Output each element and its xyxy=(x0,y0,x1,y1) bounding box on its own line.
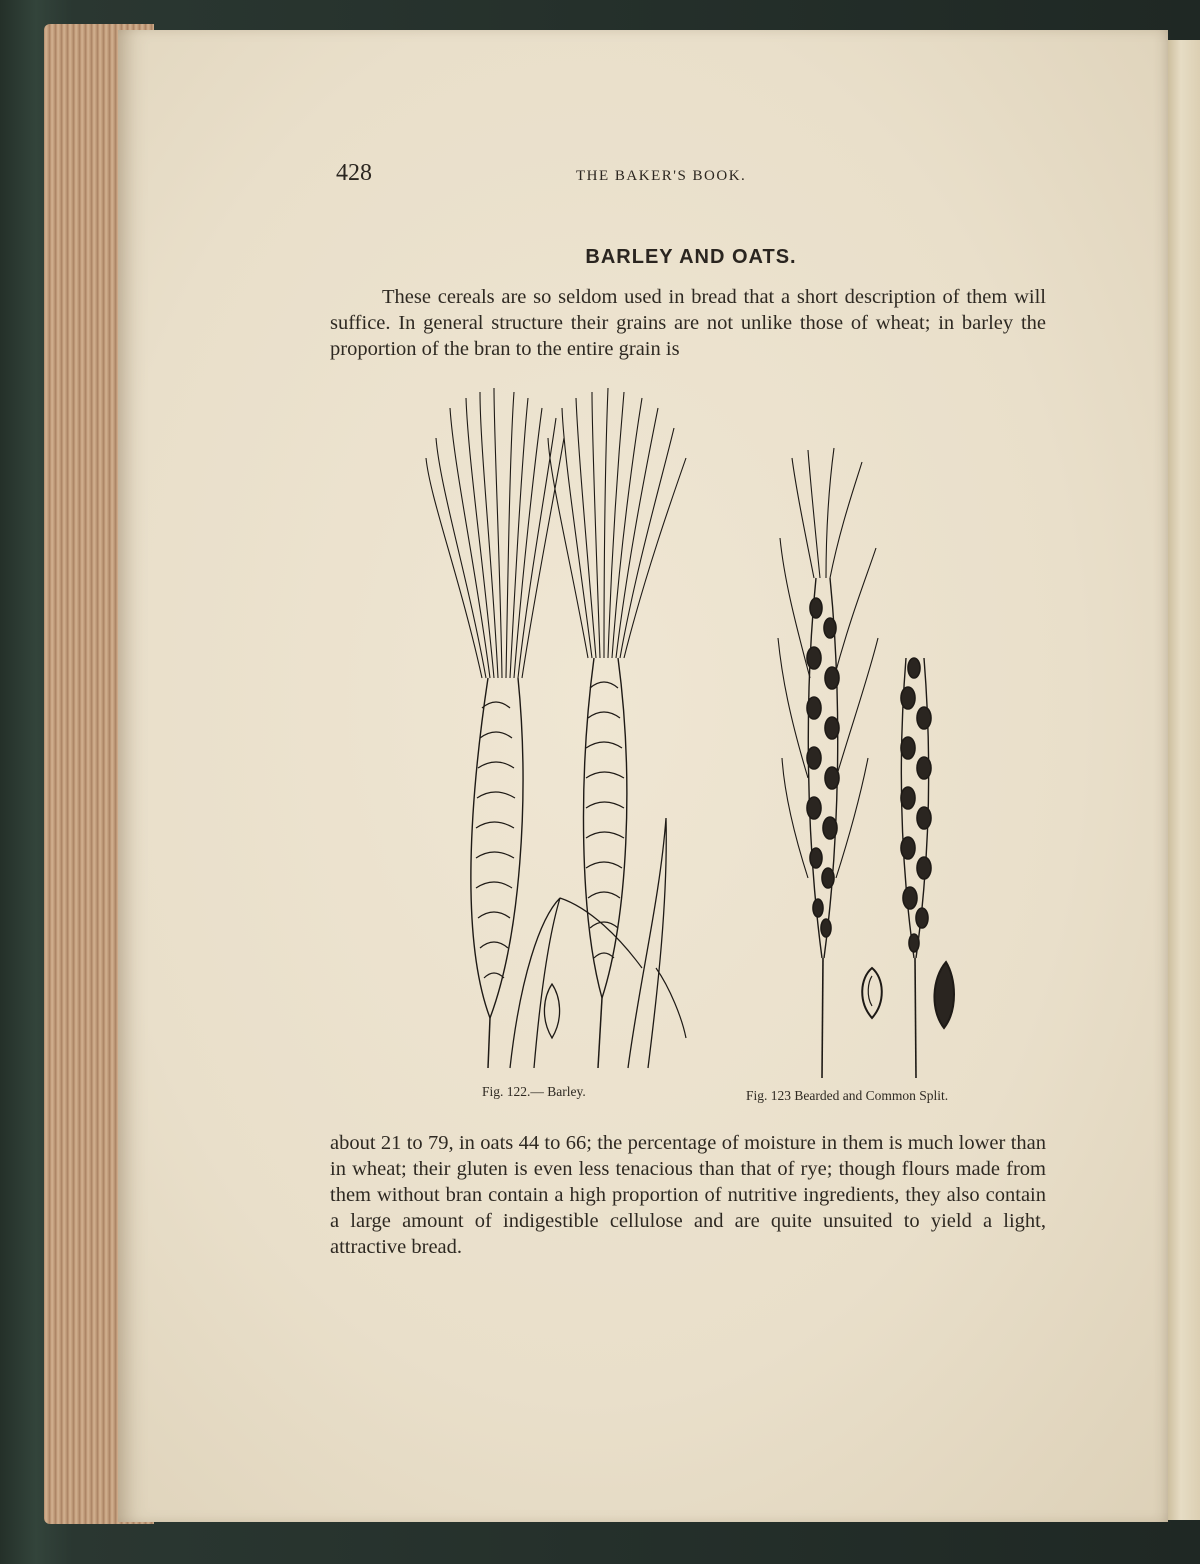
paragraph-intro: These cereals are so seldom used in bread that a short description of them will suffice. In general structure their grains are not unlike those of wheat; in barley the proportion of the bran to the entire grain is xyxy=(330,286,1046,360)
barley-ear-left-awns xyxy=(426,388,564,678)
figure-grain-illustrations xyxy=(410,378,1050,1118)
barley-ear-left-grains xyxy=(476,702,515,978)
grain-engraving xyxy=(410,378,1050,1098)
bearded-wheat-grains xyxy=(807,598,839,937)
paragraph-continuation: about 21 to 79, in oats 44 to 66; the percentage of moisture in them is much lower than in wheat; their gluten is even less tenacious than that of rye; though flours made from them without bran contain a high proportion of nutritive ingredients, they also contain a large amount of indigestible cellulose and are quite unsuited to yield a light, attractive bread. xyxy=(330,1132,1046,1258)
running-title: THE BAKER'S BOOK. xyxy=(576,168,747,184)
bearded-wheat-awns xyxy=(778,448,878,878)
barley-ear-right-awns xyxy=(548,388,686,658)
split-wheat-illustration xyxy=(778,448,954,1078)
figure-122-caption: Fig. 122.— Barley. xyxy=(482,1084,586,1099)
barley-single-grain xyxy=(544,984,559,1038)
wheat-single-grain-right xyxy=(934,962,954,1028)
barley-ear-right-grains xyxy=(586,682,624,958)
running-header xyxy=(336,160,1046,194)
section-heading: BARLEY AND OATS. xyxy=(585,246,797,268)
page-number: 428 xyxy=(336,160,372,186)
next-page-edge xyxy=(1168,40,1200,1520)
figure-123-caption: Fig. 123 Bearded and Common Split. xyxy=(746,1088,949,1103)
wheat-single-grain-left xyxy=(862,968,882,1018)
barley-illustration xyxy=(426,388,686,1068)
